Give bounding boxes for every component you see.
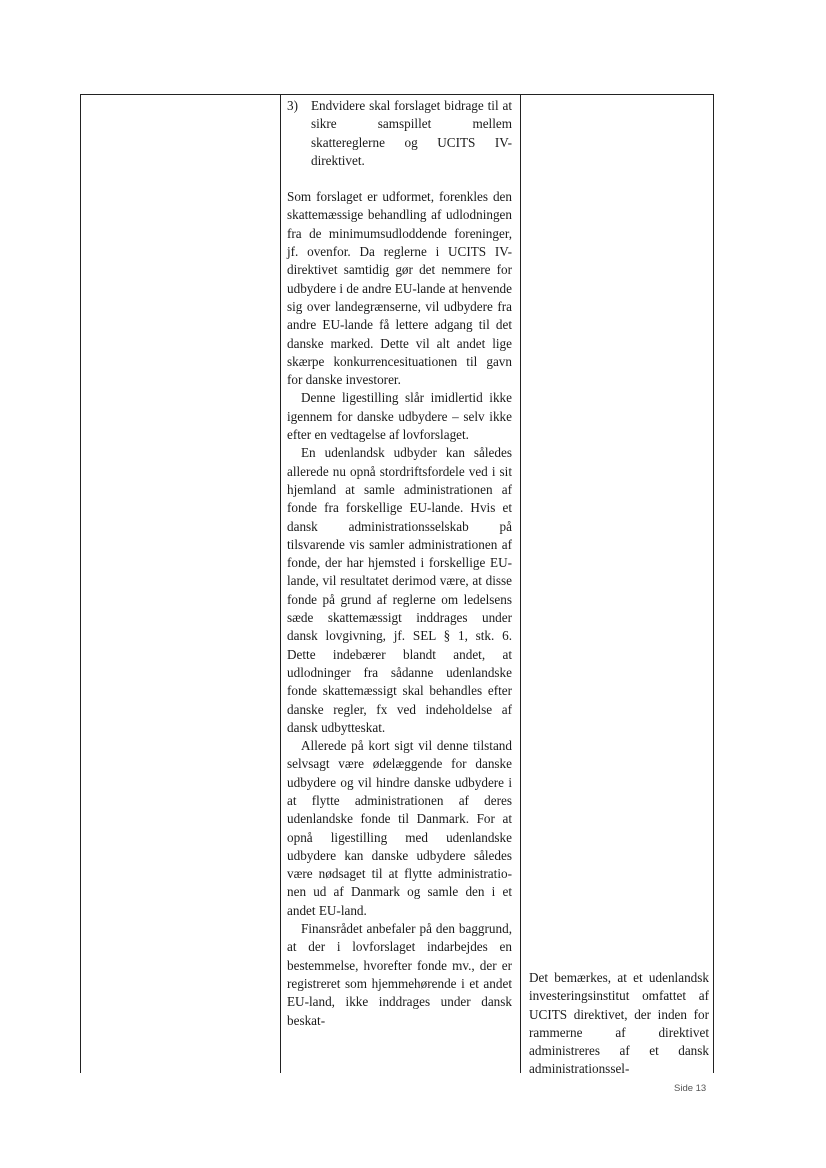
table-column-comments [281, 95, 521, 1073]
comments-text [281, 95, 520, 1030]
table-column-response [521, 95, 715, 1077]
paragraph: Denne ligestilling slår imidlertid ikke igennem for danske udbydere – selv ikke efter en vedtagelse af lovforslaget. [287, 390, 512, 443]
response-text [521, 969, 715, 1079]
item-text: Endvidere skal forslaget bidrage til at sikre samspillet mellem skattereglerne og UCITS IV-direktivet. [311, 98, 512, 168]
paragraph: Finansrådet anbefaler på den baggrund, at der i lovforslaget indarbejdes en bestemmelse, hvorefter fonde mv., der er registreret som hjemmehørende i et andet EU-land, ikke inddrages under dansk beskat- [287, 921, 512, 1028]
paragraph: Det bemærkes, at et udenlandsk investeringsinstitut omfattet af UCITS direktivet, der inden for rammerne af direktivet administreres af et dansk administrationssel- [529, 970, 709, 1077]
numbered-item [287, 97, 512, 170]
paragraph: En udenlandsk udbyder kan således allerede nu opnå stordriftsfordele ved i sit hjemland at samle administrationen af fonde fra forskellige EU-lande. Hvis et dansk administrationsselskab på tilsvarende vis samler administrationen af fonde, der har hjemsted i forskellige EU-lande, vil resultatet derimod være, at disse fonde på grund af reglerne om ledelsens sæde skattemæssigt inddrages under dansk lovgivning, jf. SEL § 1, stk. 6. Dette indebærer blandt andet, at udlodninger fra sådanne udenlandske fonde skattemæssigt skal behandles efter danske regler, fx ved indeholdelse af dansk udbytteskat. [287, 445, 512, 735]
paragraph: Allerede på kort sigt vil denne tilstand selvsagt være ødelæggende for danske udbydere og vil hindre danske udbydere i at flytte administrationen af deres udenlandske fonde til Danmark. For at opnå ligestilling med udenlandske udbydere kan danske udbydere således være nødsaget til at flytte administrationen ud af Danmark og samle den i et andet EU-land. [287, 738, 512, 918]
page-number: Side 13 [674, 1083, 707, 1094]
paragraph: Som forslaget er udformet, forenkles den skattemæssige behandling af udlodningen fra de minimumsudloddende foreninger, jf. ovenfor. Da reglerne i UCITS IV-direktivet samtidig gør det nemmere for udbydere i de andre EU-lande at henvende sig over landegrænserne, vil udbydere fra andre EU-lande få lettere adgang til det danske marked. Dette vil alt andet lige skærpe konkurrencesituationen til gavn for danske investorer. [287, 189, 512, 388]
item-number: 3) [287, 98, 298, 113]
table-column-left [81, 95, 281, 1073]
comment-table [80, 94, 714, 1077]
